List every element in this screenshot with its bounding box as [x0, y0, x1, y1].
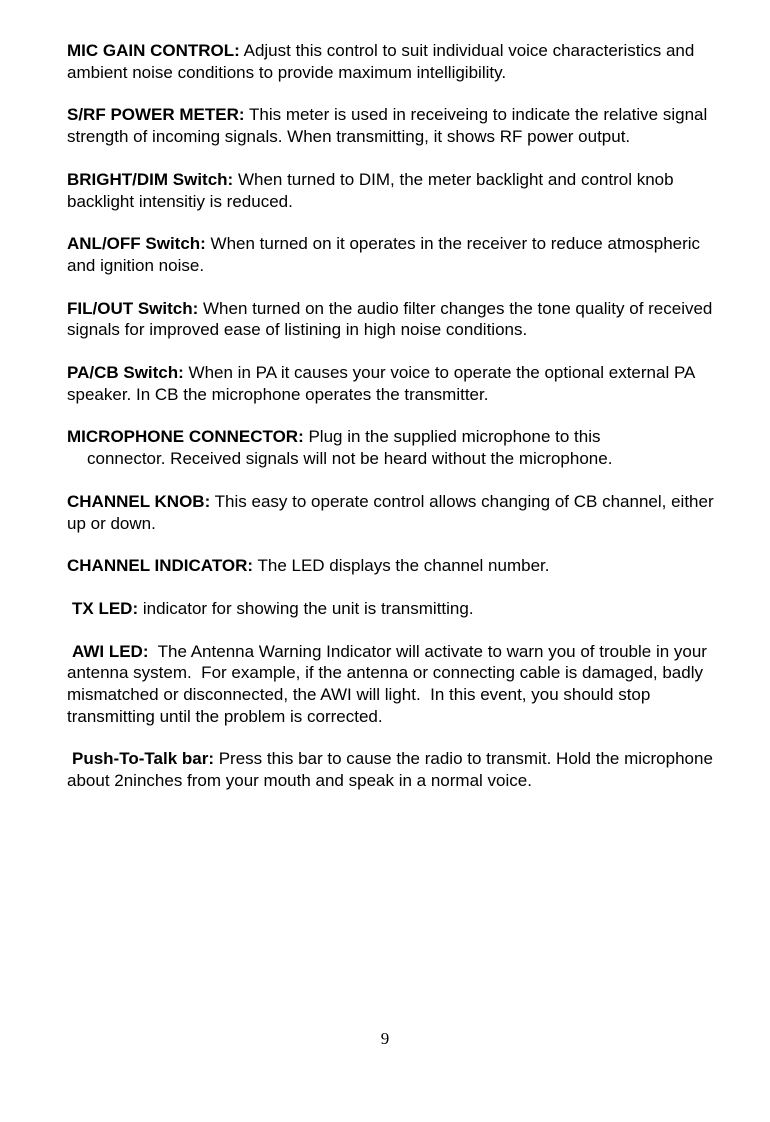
entry-term: MIC GAIN CONTROL: [67, 41, 240, 60]
entry-term: CHANNEL INDICATOR: [67, 556, 254, 576]
entry-microphone-connector [67, 426, 717, 469]
entry-description: When in PA it causes your voice to operate the optional external PA speaker. In CB the microphone operates the transmitter. [67, 363, 695, 404]
entry-term: FIL/OUT Switch: [67, 298, 199, 318]
entry-channel-knob [67, 491, 717, 534]
entry-push-to-talk-bar [67, 748, 717, 791]
entry-description: Plug in the supplied microphone to this [303, 427, 601, 447]
entry-description: indicator for showing the unit is transmitting. [138, 598, 474, 618]
entry-bright-dim-switch [67, 169, 717, 212]
entry-description: Press this bar to cause the radio to transmit. Hold the microphone about 2ninches from your mouth and speak in a normal voice. [67, 749, 713, 791]
entry-term: TX LED: [72, 598, 139, 618]
entry-term: Push-To-Talk bar: [72, 749, 214, 769]
entry-anl-off-switch [67, 233, 717, 276]
entry-term: BRIGHT/DIM Switch: [67, 169, 234, 189]
entry-description-continued: connector. Received signals will not be heard without the microphone. [87, 449, 613, 469]
entry-term: CHANNEL KNOB: [67, 491, 211, 511]
entry-description: This meter is used in receiveing to indicate the relative signal strength of incoming signals. When transmitting, it shows RF power output. [67, 105, 708, 147]
entry-term: PA/CB Switch: [67, 363, 184, 383]
entry-term: S/RF POWER METER: [67, 105, 245, 125]
entry-description: The Antenna Warning Indicator will activate to warn you of trouble in your antenna system. For example, if the antenna or connecting cable is damaged, badly mismatched or disconnected, the AWI will light. In this event, you should stop transmitting until the problem is corrected. [67, 641, 712, 726]
entry-pa-cb-switch [67, 362, 717, 405]
entry-term: ANL/OFF Switch: [67, 234, 206, 254]
page-number: 9 [380, 1029, 390, 1048]
entry-term: MICROPHONE CONNECTOR: [67, 427, 304, 447]
entry-s-rf-power-meter [67, 104, 717, 147]
entry-channel-indicator [67, 555, 717, 577]
entry-description: Adjust this control to suit individual voice characteristics and ambient noise conditions to provide maximum intelligibility. [67, 41, 695, 82]
entry-fil-out-switch [67, 298, 717, 341]
entry-description: When turned to DIM, the meter backlight and control knob backlight intensitiy is reduced. [67, 169, 674, 211]
entry-description: When turned on the audio filter changes the tone quality of received signals for improved ease of listining in high noise conditions. [67, 298, 713, 340]
entry-awi-led [67, 641, 717, 728]
entry-mic-gain-control [67, 40, 717, 83]
manual-page-body [67, 40, 717, 813]
entry-description: When turned on it operates in the receiver to reduce atmospheric and ignition noise. [67, 234, 701, 275]
entry-tx-led [67, 598, 717, 620]
entry-description: The LED displays the channel number. [253, 556, 550, 576]
entry-term: AWI LED: [72, 641, 149, 661]
entry-description: This easy to operate control allows changing of CB channel, either up or down. [67, 491, 714, 533]
